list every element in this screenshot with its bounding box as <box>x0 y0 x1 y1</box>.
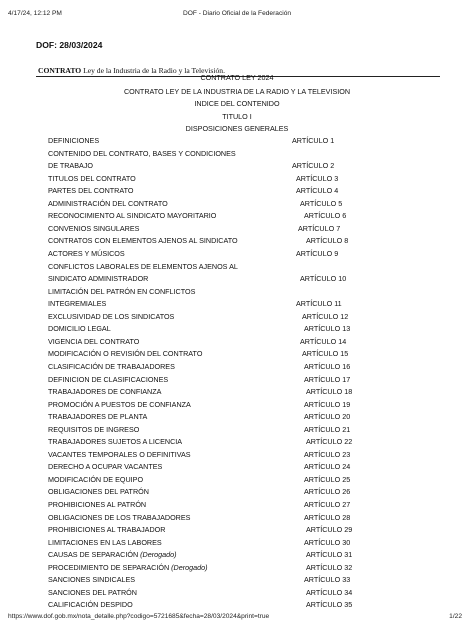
toc-entry-title: CONVENIOS SINGULARES <box>48 223 140 233</box>
heading-indice: INDICE DEL CONTENIDO <box>194 99 280 108</box>
toc-entry-article: ARTÍCULO 12 <box>302 311 349 321</box>
toc-entry-article: ARTÍCULO 34 <box>306 587 353 597</box>
toc-entry <box>48 199 448 210</box>
toc-entry-article: ARTÍCULO 8 <box>306 236 349 246</box>
toc-entry-article: ARTÍCULO 11 <box>296 299 342 309</box>
toc-entry <box>48 563 448 574</box>
toc-entry <box>48 349 448 360</box>
toc-entry-article: ARTÍCULO 29 <box>306 525 353 534</box>
toc-entry-article: ARTÍCULO 35 <box>306 600 353 610</box>
toc-entry <box>48 513 448 524</box>
toc-entry <box>48 236 448 247</box>
toc-entry-note: (Derogado) <box>171 562 208 572</box>
toc-entry-article: ARTÍCULO 23 <box>304 449 351 459</box>
toc-entry <box>48 500 448 511</box>
toc-entry-article: ARTÍCULO 21 <box>304 424 351 434</box>
toc-entry-title: CONTENIDO DEL CONTRATO, BASES Y CONDICIONES <box>48 148 236 158</box>
toc-entry-title: PARTES DEL CONTRATO <box>48 186 134 196</box>
toc-entry-article: ARTÍCULO 16 <box>304 361 351 371</box>
print-datetime: 4/17/24, 12:12 PM <box>8 10 62 17</box>
toc-entry <box>48 186 448 197</box>
toc-entry <box>48 149 448 160</box>
heading-contrato-ley: CONTRATO LEY 2024 <box>200 73 274 82</box>
toc-entry-article: ARTÍCULO 19 <box>304 399 351 409</box>
toc-entry <box>48 600 448 611</box>
toc-entry-article: ARTÍCULO 14 <box>300 336 347 346</box>
toc-entry-article: ARTÍCULO 25 <box>304 474 351 484</box>
toc-entry-article: ARTÍCULO 13 <box>304 324 351 334</box>
toc-entry-title: LIMITACIONES EN LAS LABORES <box>48 537 162 547</box>
toc-entry <box>48 362 448 373</box>
toc-entry <box>48 312 448 323</box>
toc-entry-title: TRABAJADORES DE CONFIANZA <box>48 387 162 396</box>
toc-entry <box>48 412 448 423</box>
toc-entry <box>48 299 448 310</box>
toc-entry-article: ARTÍCULO 6 <box>304 211 347 221</box>
toc-entry-title: DEFINICIONES <box>48 136 100 145</box>
toc-entry <box>48 161 448 172</box>
toc-entry-article: ARTÍCULO 24 <box>304 462 351 472</box>
toc-entry-title: OBLIGACIONES DEL PATRÓN <box>48 487 149 497</box>
toc-entry-title: EXCLUSIVIDAD DE LOS SINDICATOS <box>48 311 175 321</box>
toc-entry <box>48 136 448 147</box>
toc-entry-title: RECONOCIMIENTO AL SINDICATO MAYORITARIO <box>48 211 217 221</box>
toc-entry-title: CAUSAS DE SEPARACIÓN (Derogado) <box>48 550 177 560</box>
dof-date: DOF: 28/03/2024 <box>36 40 103 50</box>
toc-entry <box>48 375 448 386</box>
toc-entry-title: CONTRATOS CON ELEMENTOS AJENOS AL SINDICATO <box>48 236 238 246</box>
toc-entry-article: ARTÍCULO 33 <box>304 575 351 585</box>
toc-entry <box>48 538 448 549</box>
toc-entry <box>48 462 448 473</box>
toc-entry <box>48 450 448 461</box>
toc-entry-title: CLASIFICACIÓN DE TRABAJADORES <box>48 361 175 371</box>
toc-entry <box>48 324 448 335</box>
toc-entry-article: ARTÍCULO 32 <box>306 562 353 572</box>
toc-entry-title: MODIFICACIÓN DE EQUIPO <box>48 474 144 484</box>
toc-entry <box>48 437 448 448</box>
toc-entry-article: ARTÍCULO 9 <box>296 248 339 258</box>
toc-entry-title: SINDICATO ADMINISTRADOR <box>48 274 149 284</box>
toc-entry-article: ARTÍCULO 31 <box>306 550 353 560</box>
toc-entry-title: VIGENCIA DEL CONTRATO <box>48 336 140 346</box>
toc-entry <box>48 174 448 185</box>
toc-entry <box>48 274 448 285</box>
toc-entry <box>48 400 448 411</box>
toc-entry-article: ARTÍCULO 20 <box>304 412 351 422</box>
toc-entry-title: PROMOCIÓN A PUESTOS DE CONFIANZA <box>48 399 191 409</box>
toc-entry-article: ARTÍCULO 27 <box>304 500 351 509</box>
toc-entry <box>48 425 448 436</box>
toc-entry <box>48 262 448 273</box>
toc-entry-article: ARTÍCULO 15 <box>302 349 349 359</box>
toc-entry <box>48 550 448 561</box>
toc-entry-article: ARTÍCULO 1 <box>292 136 335 145</box>
heading-titulo: TITULO I <box>222 112 252 121</box>
toc-entry-note: (Derogado) <box>140 550 177 560</box>
toc-entry <box>48 588 448 599</box>
toc-entry-article: ARTÍCULO 28 <box>304 512 351 522</box>
toc-entry-title: DERECHO A OCUPAR VACANTES <box>48 462 163 472</box>
toc-entry-title: ACTORES Y MÚSICOS <box>48 248 125 258</box>
toc-entry-title: PROCEDIMIENTO DE SEPARACIÓN (Derogado) <box>48 562 208 572</box>
toc-entry-article: ARTÍCULO 17 <box>304 374 351 384</box>
toc-entry-article: ARTÍCULO 22 <box>306 437 353 447</box>
toc-entry-title: INTEGREMIALES <box>48 299 107 309</box>
toc-entry-title: TRABAJADORES DE PLANTA <box>48 412 148 422</box>
toc-entry-article: ARTÍCULO 18 <box>306 387 353 396</box>
toc-entry-title: TITULOS DEL CONTRATO <box>48 173 136 183</box>
toc-entry <box>48 249 448 260</box>
toc-entry-article: ARTÍCULO 2 <box>292 161 335 171</box>
toc-entry-title: DE TRABAJO <box>48 161 93 171</box>
toc-entry-title: OBLIGACIONES DE LOS TRABAJADORES <box>48 512 191 522</box>
toc-entry-article: ARTÍCULO 4 <box>296 186 339 196</box>
toc-entry <box>48 475 448 486</box>
toc-entry-title: DEFINICION DE CLASIFICACIONES <box>48 374 169 384</box>
toc-entry-title: CALIFICACIÓN DESPIDO <box>48 600 133 610</box>
toc-entry <box>48 224 448 235</box>
toc-entry <box>48 575 448 586</box>
toc-entry-title: VACANTES TEMPORALES O DEFINITIVAS <box>48 449 191 459</box>
toc-entry-article: ARTÍCULO 5 <box>300 198 343 208</box>
toc-entry-title: DOMICILIO LEGAL <box>48 324 111 334</box>
toc-entry-title: REQUISITOS DE INGRESO <box>48 424 140 434</box>
toc-entry <box>48 387 448 398</box>
toc-entry <box>48 525 448 536</box>
toc-entry-article: ARTÍCULO 26 <box>304 487 351 497</box>
toc-entry <box>48 487 448 498</box>
heading-contrato-full: CONTRATO LEY DE LA INDUSTRIA DE LA RADIO Y LA TELEVISION <box>123 87 351 96</box>
document-title-lead: CONTRATO <box>38 66 82 75</box>
toc-entry-title: ADMINISTRACIÓN DEL CONTRATO <box>48 198 168 208</box>
toc-entry-article: ARTÍCULO 10 <box>300 274 347 284</box>
toc-entry-title: LIMITACIÓN DEL PATRÓN EN CONFLICTOS <box>48 286 196 296</box>
toc-entry-title: MODIFICACIÓN O REVISIÓN DEL CONTRATO <box>48 349 203 359</box>
toc-entry-title: SANCIONES SINDICALES <box>48 575 136 585</box>
print-page-number: 1/22 <box>449 613 462 620</box>
heading-disposiciones: DISPOSICIONES GENERALES <box>185 124 289 133</box>
toc-entry-title: PROHIBICIONES AL TRABAJADOR <box>48 525 166 534</box>
toc-entry <box>48 211 448 222</box>
toc-entry <box>48 287 448 298</box>
toc-entry-article: ARTÍCULO 3 <box>296 173 339 183</box>
toc-entry-article: ARTÍCULO 30 <box>304 537 351 547</box>
toc-entry-article: ARTÍCULO 7 <box>298 223 341 233</box>
toc-entry <box>48 337 448 348</box>
print-page-title: DOF - Diario Oficial de la Federación <box>182 10 292 17</box>
print-url: https://www.dof.gob.mx/nota_detalle.php?codigo=5721685&fecha=28/03/2024&print=true <box>8 613 270 620</box>
toc-entry-title: SANCIONES DEL PATRÓN <box>48 587 137 597</box>
document-title-rest: Ley de la Industria de la Radio y la Televisión. <box>81 66 225 75</box>
toc-entry-title: CONFLICTOS LABORALES DE ELEMENTOS AJENOS AL <box>48 261 238 271</box>
toc-entry-title: PROHIBICIONES AL PATRÓN <box>48 500 147 509</box>
toc-entry-title: TRABAJADORES SUJETOS A LICENCIA <box>48 437 183 447</box>
